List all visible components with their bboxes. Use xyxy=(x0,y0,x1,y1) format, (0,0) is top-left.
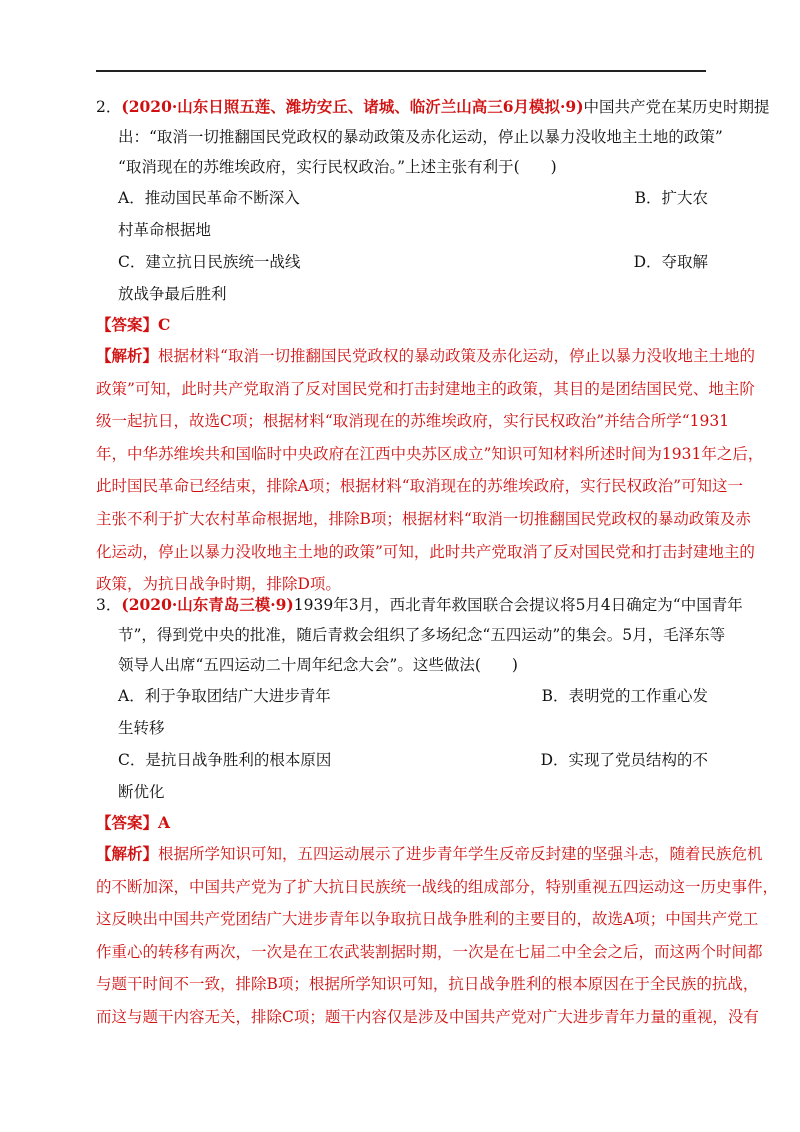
stem-line: 领导人出席“五四运动二十周年纪念大会”。这些做法( ) xyxy=(118,656,518,674)
explanation-line: 级一起抗日，故选C项；根据材料“取消现在的苏维埃政府，实行民权政治”并结合所学“1931 xyxy=(96,412,730,431)
question-3 xyxy=(96,590,779,1034)
explanation-line: 政策”可知，此时共产党取消了反对国民党和打击封建地主的政策，其目的是团结国民党、地主阶 xyxy=(96,379,755,398)
explanation-line: 年，中华苏维埃共和国临时中央政府在江西中央苏区成立”知识可知材料所述时间为1931年之后， xyxy=(96,444,764,463)
question-source: (2020·山东日照五莲、潍坊安丘、诸城、临沂兰山高三6月模拟·9) xyxy=(121,97,584,116)
header-rule xyxy=(96,70,706,72)
option-c: C．建立抗日民族统一战线 xyxy=(118,253,301,271)
answer-value: C xyxy=(158,315,171,334)
answer-line xyxy=(96,808,708,838)
question-source: (2020·山东青岛三模·9) xyxy=(121,595,294,614)
explanation-line: 作重心的转移有两次，一次是在工农武装割据时期，一次是在七届二中全会之后，而这两个时间都 xyxy=(96,942,763,961)
stem-line: 节”，得到党中央的批准，随后青救会组织了多场纪念“五四运动”的集会。5月，毛泽东等 xyxy=(118,626,726,644)
option-b-continued: 村革命根据地 xyxy=(118,221,212,239)
explanation xyxy=(96,838,779,1034)
question-2 xyxy=(96,92,770,601)
answer-tag: 【答案】 xyxy=(96,813,159,832)
stem-line: 中国共产党在某历史时期提 xyxy=(583,98,770,116)
stem-line: 出：“取消一切推翻国民党政权的暴动政策及赤化运动，停止以暴力没收地主土地的政策” xyxy=(118,128,723,146)
explanation xyxy=(96,340,764,601)
explanation-line: 化运动，停止以暴力没收地主土地的政策”可知，此时共产党取消了反对国民党和打击封建地主的 xyxy=(96,542,755,561)
question-2-stem xyxy=(96,92,770,182)
explanation-line: 这反映出中国共产党团结广大进步青年以争取抗日战争胜利的主要目的，故选A项；中国共产党工 xyxy=(96,910,759,929)
explanation-line: 根据所学知识可知，五四运动展示了进步青年学生反帝反封建的坚强斗志，随着民族危机 xyxy=(158,845,763,863)
question-number: 2． xyxy=(96,98,122,116)
option-row-cd xyxy=(96,246,708,278)
option-b: B．表明党的工作重心发 xyxy=(541,687,708,705)
option-row-ab xyxy=(96,680,708,712)
option-b: B．扩大农 xyxy=(634,189,708,207)
option-d-continued: 放战争最后胜利 xyxy=(118,285,227,303)
answer-value: A xyxy=(158,813,171,832)
option-d: D．夺取解 xyxy=(633,253,708,271)
explanation-line: 政策，为抗日战争时期，排除D项。 xyxy=(96,575,341,594)
option-b-continued: 生转移 xyxy=(118,719,165,737)
answer-line xyxy=(96,310,708,340)
explanation-line: 根据材料“取消一切推翻国民党政权的暴动政策及赤化运动，停止以暴力没收地主土地的 xyxy=(158,347,755,365)
explanation-line: 的不断加深，中国共产党为了扩大抗日民族统一战线的组成部分，特别重视五四运动这一历史事件， xyxy=(96,877,779,896)
option-d: D．实现了党员结构的不 xyxy=(540,751,708,769)
question-3-stem xyxy=(96,590,743,680)
question-number: 3． xyxy=(96,596,122,614)
explanation-tag: 【解析】 xyxy=(96,844,159,863)
option-a: A．利于争取团结广大进步青年 xyxy=(118,687,331,705)
explanation-line: 此时国民革命已经结束，排除A项；根据材料“取消现在的苏维埃政府，实行民权政治”可知这一 xyxy=(96,477,744,496)
option-c: C．是抗日战争胜利的根本原因 xyxy=(118,751,332,769)
explanation-line: 而这与题干内容无关，排除C项；题干内容仅是涉及中国共产党对广大进步青年力量的重视，没有 xyxy=(96,1007,759,1026)
stem-line: “取消现在的苏维埃政府，实行民权政治。”上述主张有利于( ) xyxy=(118,158,557,176)
stem-line: 1939年3月，西北青年救国联合会提议将5月4日确定为“中国青年 xyxy=(293,596,743,614)
option-d-continued: 断优化 xyxy=(118,783,165,801)
explanation-tag: 【解析】 xyxy=(96,346,159,365)
option-a: A．推动国民革命不断深入 xyxy=(118,189,300,207)
explanation-line: 主张不利于扩大农村革命根据地，排除B项；根据材料“取消一切推翻国民党政权的暴动政策及赤 xyxy=(96,509,751,528)
option-row-cd xyxy=(96,744,708,776)
option-row-ab xyxy=(96,182,708,214)
explanation-line: 与题干时间不一致，排除B项；根据所学知识可知，抗日战争胜利的根本原因在于全民族的抗战， xyxy=(96,975,759,994)
answer-tag: 【答案】 xyxy=(96,315,159,334)
